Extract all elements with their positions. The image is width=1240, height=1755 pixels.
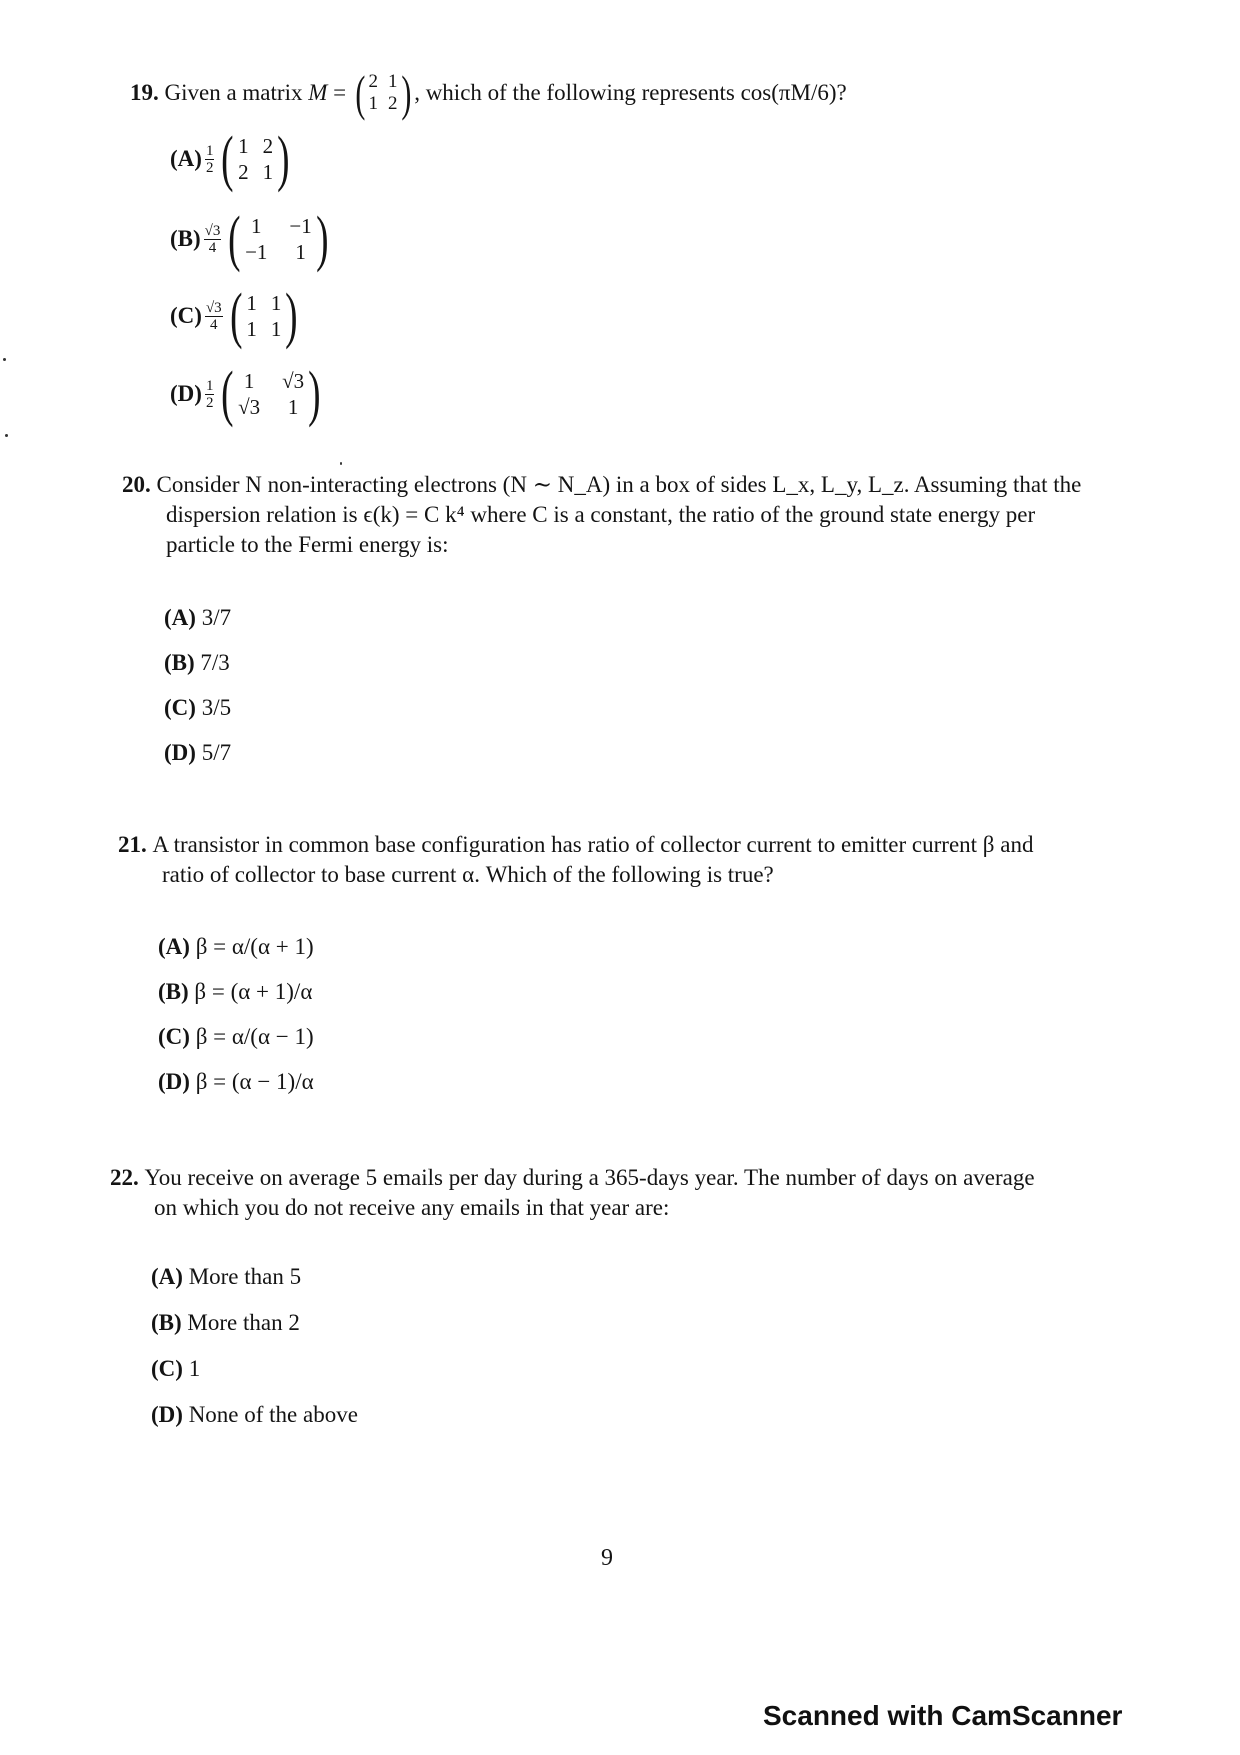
page-number: 9 [601,1545,613,1571]
option-label: (A) [170,146,202,171]
option-22-b: (B) More than 2 [151,1310,300,1335]
question-line: on which you do not receive any emails in that year are: [154,1195,670,1220]
question-text: , which of the following represents [414,80,735,105]
option-20-c: (C) 3/5 [164,695,232,720]
option-19-a [170,125,294,193]
option-19-d [170,360,325,428]
math-symbol: M [308,80,328,105]
coefficient: $\frac{1}{2}$ [205,142,214,176]
coefficient: $\frac{√3}{4}$ [204,222,221,256]
question-text: Given a matrix [164,80,303,105]
question-line: You receive on average 5 emails per day during a 365-days year. The number of days on average [144,1165,1035,1190]
option-label: (C) [170,303,202,328]
option-19-c [170,282,302,350]
option-22-c: (C) 1 [151,1356,201,1381]
option-matrix: ( 1 2 2 1 ) [221,125,290,193]
option-label: (D) [170,381,202,406]
option-21-d: (D) β = (α − 1)/α [158,1069,314,1094]
question-22-stem [110,1163,1165,1223]
scan-speck [340,462,342,465]
option-label: (B) [170,226,201,251]
option-matrix: ( 1 √3 √3 1 ) [221,360,321,428]
question-number: 20. [122,472,151,497]
question-number: 21. [118,832,147,857]
option-21-a: (A) β = α/(α + 1) [158,934,314,959]
question-line: A transistor in common base configuration has ratio of collector current to emitter current β and [152,832,1034,857]
question-line: ratio of collector to base current α. Which of the following is true? [162,862,774,887]
question-line: Consider N non-interacting electrons (N ∼ N_A) in a box of sides L_x, L_y, L_z. Assuming that the [156,472,1082,497]
question-21-stem [118,830,1163,890]
coefficient: $\frac{1}{2}$ [205,377,214,411]
option-22-d: (D) None of the above [151,1402,358,1427]
option-21-b: (B) β = (α + 1)/α [158,979,313,1004]
question-line: dispersion relation is ϵ(k) = C k⁴ where C is a constant, the ratio of the ground state energy per [166,502,1036,527]
option-22-a: (A) More than 5 [151,1264,302,1289]
matrix-cell: 2 [368,71,379,92]
scan-speck [5,434,8,437]
question-number: 19. [130,80,159,105]
option-20-b: (B) 7/3 [164,650,230,675]
matrix-cell: 1 [388,71,398,92]
matrix-M: ( 2 1 1 2 ) [355,65,411,121]
math-expression: cos(πM/6)? [740,80,847,105]
matrix-cell: 2 [388,93,398,114]
option-20-a: (A) 3/7 [164,605,232,630]
question-20-stem [122,470,1162,560]
option-21-c: (C) β = α/(α − 1) [158,1024,314,1049]
question-number: 22. [110,1165,139,1190]
option-20-d: (D) 5/7 [164,740,232,765]
scan-speck [3,358,6,361]
question-line: particle to the Fermi energy is: [166,532,449,557]
equals-sign: = [333,80,347,105]
option-matrix: ( 1 −1 −1 1 ) [228,205,329,273]
camscanner-watermark: Scanned with CamScanner [763,1700,1123,1731]
question-19-stem [130,65,847,121]
option-matrix: ( 1 1 1 1 ) [229,282,298,350]
option-19-b [170,205,332,273]
coefficient: $\frac{√3}{4}$ [205,299,222,333]
matrix-cell: 1 [368,93,379,114]
